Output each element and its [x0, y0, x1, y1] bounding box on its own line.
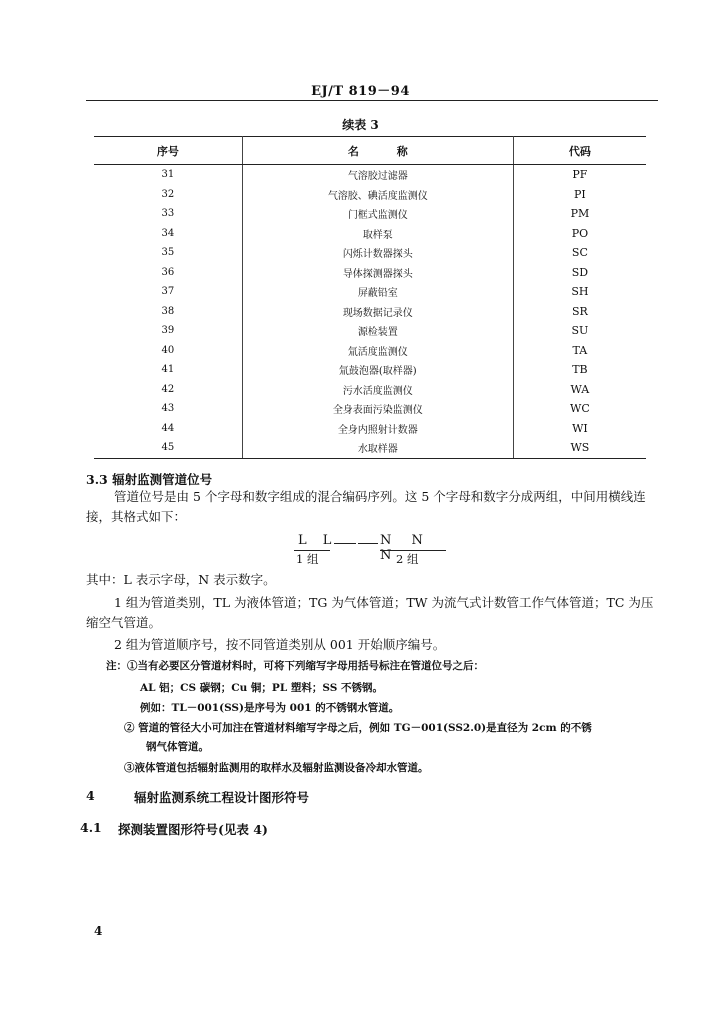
row-number: 43: [94, 399, 242, 419]
row-name: 气溶胶、碘活度监测仪: [242, 185, 513, 205]
table-body: [94, 165, 646, 459]
table-row: [94, 185, 646, 205]
page-number: 4: [94, 924, 103, 938]
row-number: 39: [94, 321, 242, 341]
row-name: 闪烁计数器探头: [242, 243, 513, 263]
section-4-title: 辐射监测系统工程设计图形符号: [134, 790, 310, 805]
note-2-continued: 钢气体管道。: [146, 741, 209, 753]
header-no: 序号: [94, 137, 242, 165]
table-row: [94, 380, 646, 400]
table-row: [94, 204, 646, 224]
row-name: 源检装置: [242, 321, 513, 341]
row-name: 全身内照射计数器: [242, 419, 513, 439]
row-number: 33: [94, 204, 242, 224]
table-row: [94, 243, 646, 263]
row-name: 现场数据记录仪: [242, 302, 513, 322]
row-number: 40: [94, 341, 242, 361]
row-name: 氚鼓泡器(取样器): [242, 360, 513, 380]
row-number: 45: [94, 438, 242, 458]
table-row: [94, 224, 646, 244]
table-row: [94, 321, 646, 341]
header-rule: [86, 100, 658, 101]
row-name: 全身表面污染监测仪: [242, 399, 513, 419]
section-4-number: 4: [86, 788, 95, 803]
row-code: WC: [570, 402, 590, 416]
letters-placeholder: L L: [298, 533, 338, 548]
row-number: 34: [94, 224, 242, 244]
row-name: 水取样器: [242, 438, 513, 458]
note-3: ③液体管道包括辐射监测用的取样水及辐射监测设备冷却水管道。: [124, 762, 429, 774]
note-1-example: 例如：TL－001(SS)是序号为 001 的不锈钢水管道。: [140, 702, 400, 714]
table-header-row: [94, 137, 646, 165]
row-name: 取样泵: [242, 224, 513, 244]
section-4-1-title: 探测装置图形符号(见表 4): [118, 822, 268, 837]
section-4-1-number: 4.1: [80, 820, 102, 835]
table-row: [94, 341, 646, 361]
row-name: 氚活度监测仪: [242, 341, 513, 361]
row-number: 44: [94, 419, 242, 439]
row-code: WI: [572, 421, 588, 435]
note-1-materials: AL 铝；CS 碳钢；Cu 铜；PL 塑料；SS 不锈钢。: [140, 682, 383, 694]
table-row: [94, 302, 646, 322]
row-code: SR: [571, 304, 588, 318]
row-number: 37: [94, 282, 242, 302]
row-code: WA: [570, 382, 590, 396]
table-title: 续表 3: [342, 118, 379, 132]
document-code: EJ/T 819－94: [311, 84, 410, 99]
intro-paragraph: 管道位号是由 5 个字母和数字组成的混合编码序列。这 5 个字母和数字分成两组，中间用横线连接，其格式如下：: [86, 489, 646, 524]
row-number: 32: [94, 185, 242, 205]
row-code: SU: [571, 324, 589, 338]
table-row: [94, 399, 646, 419]
row-number: 35: [94, 243, 242, 263]
section-3-3-title: 3.3 辐射监测管道位号: [86, 472, 213, 487]
where-paragraph: 其中：L 表示字母，N 表示数字。: [86, 572, 276, 587]
row-name: 屏蔽铅室: [242, 282, 513, 302]
row-code: PI: [574, 187, 586, 201]
row-code: SH: [571, 285, 589, 299]
group1-paragraph: 1 组为管道类别，TL 为液体管道；TG 为气体管道；TW 为流气式计数管工作气体管道；TC 为压缩空气管道。: [86, 595, 654, 630]
row-code: SD: [571, 265, 589, 279]
row-code: PO: [571, 226, 589, 240]
row-name: 气溶胶过滤器: [242, 165, 513, 185]
note-1: 注：①当有必要区分管道材料时，可将下列缩写字母用括号标注在管道位号之后：: [106, 660, 484, 672]
row-number: 36: [94, 263, 242, 283]
code-table: [94, 136, 646, 459]
table-row: [94, 263, 646, 283]
row-code: PF: [572, 168, 588, 182]
row-code: WS: [513, 438, 646, 458]
separator-dash: [358, 543, 378, 544]
row-code: PM: [570, 207, 590, 221]
note-2: ② 管道的管径大小可加注在管道材料缩写字母之后，例如 TG－001(SS2.0)是直径为 2cm 的不锈: [124, 722, 592, 734]
group2-paragraph: 2 组为管道顺序号，按不同管道类别从 001 开始顺序编号。: [114, 637, 446, 652]
table-row: [94, 419, 646, 439]
row-code: SC: [571, 246, 588, 260]
pipe-code-format: [288, 533, 460, 573]
row-name: 门框式监测仪: [242, 204, 513, 224]
row-number: 38: [94, 302, 242, 322]
row-number: 42: [94, 380, 242, 400]
table-row: [94, 360, 646, 380]
table-row: [94, 438, 646, 458]
row-name: 导体探测器探头: [242, 263, 513, 283]
table-row: [94, 165, 646, 185]
row-name: 污水活度监测仪: [242, 380, 513, 400]
row-code: TA: [572, 343, 588, 357]
numbers-placeholder: N N N: [380, 533, 431, 563]
header-name: 名 称: [242, 137, 513, 165]
separator-dash: [334, 543, 356, 544]
table-row: [94, 282, 646, 302]
row-number: 41: [94, 360, 242, 380]
row-code: TB: [572, 363, 588, 377]
group2-label: 2 组: [396, 552, 419, 566]
header-code: 代码: [513, 137, 646, 165]
row-number: 31: [94, 165, 242, 185]
group1-label: 1 组: [296, 552, 319, 566]
